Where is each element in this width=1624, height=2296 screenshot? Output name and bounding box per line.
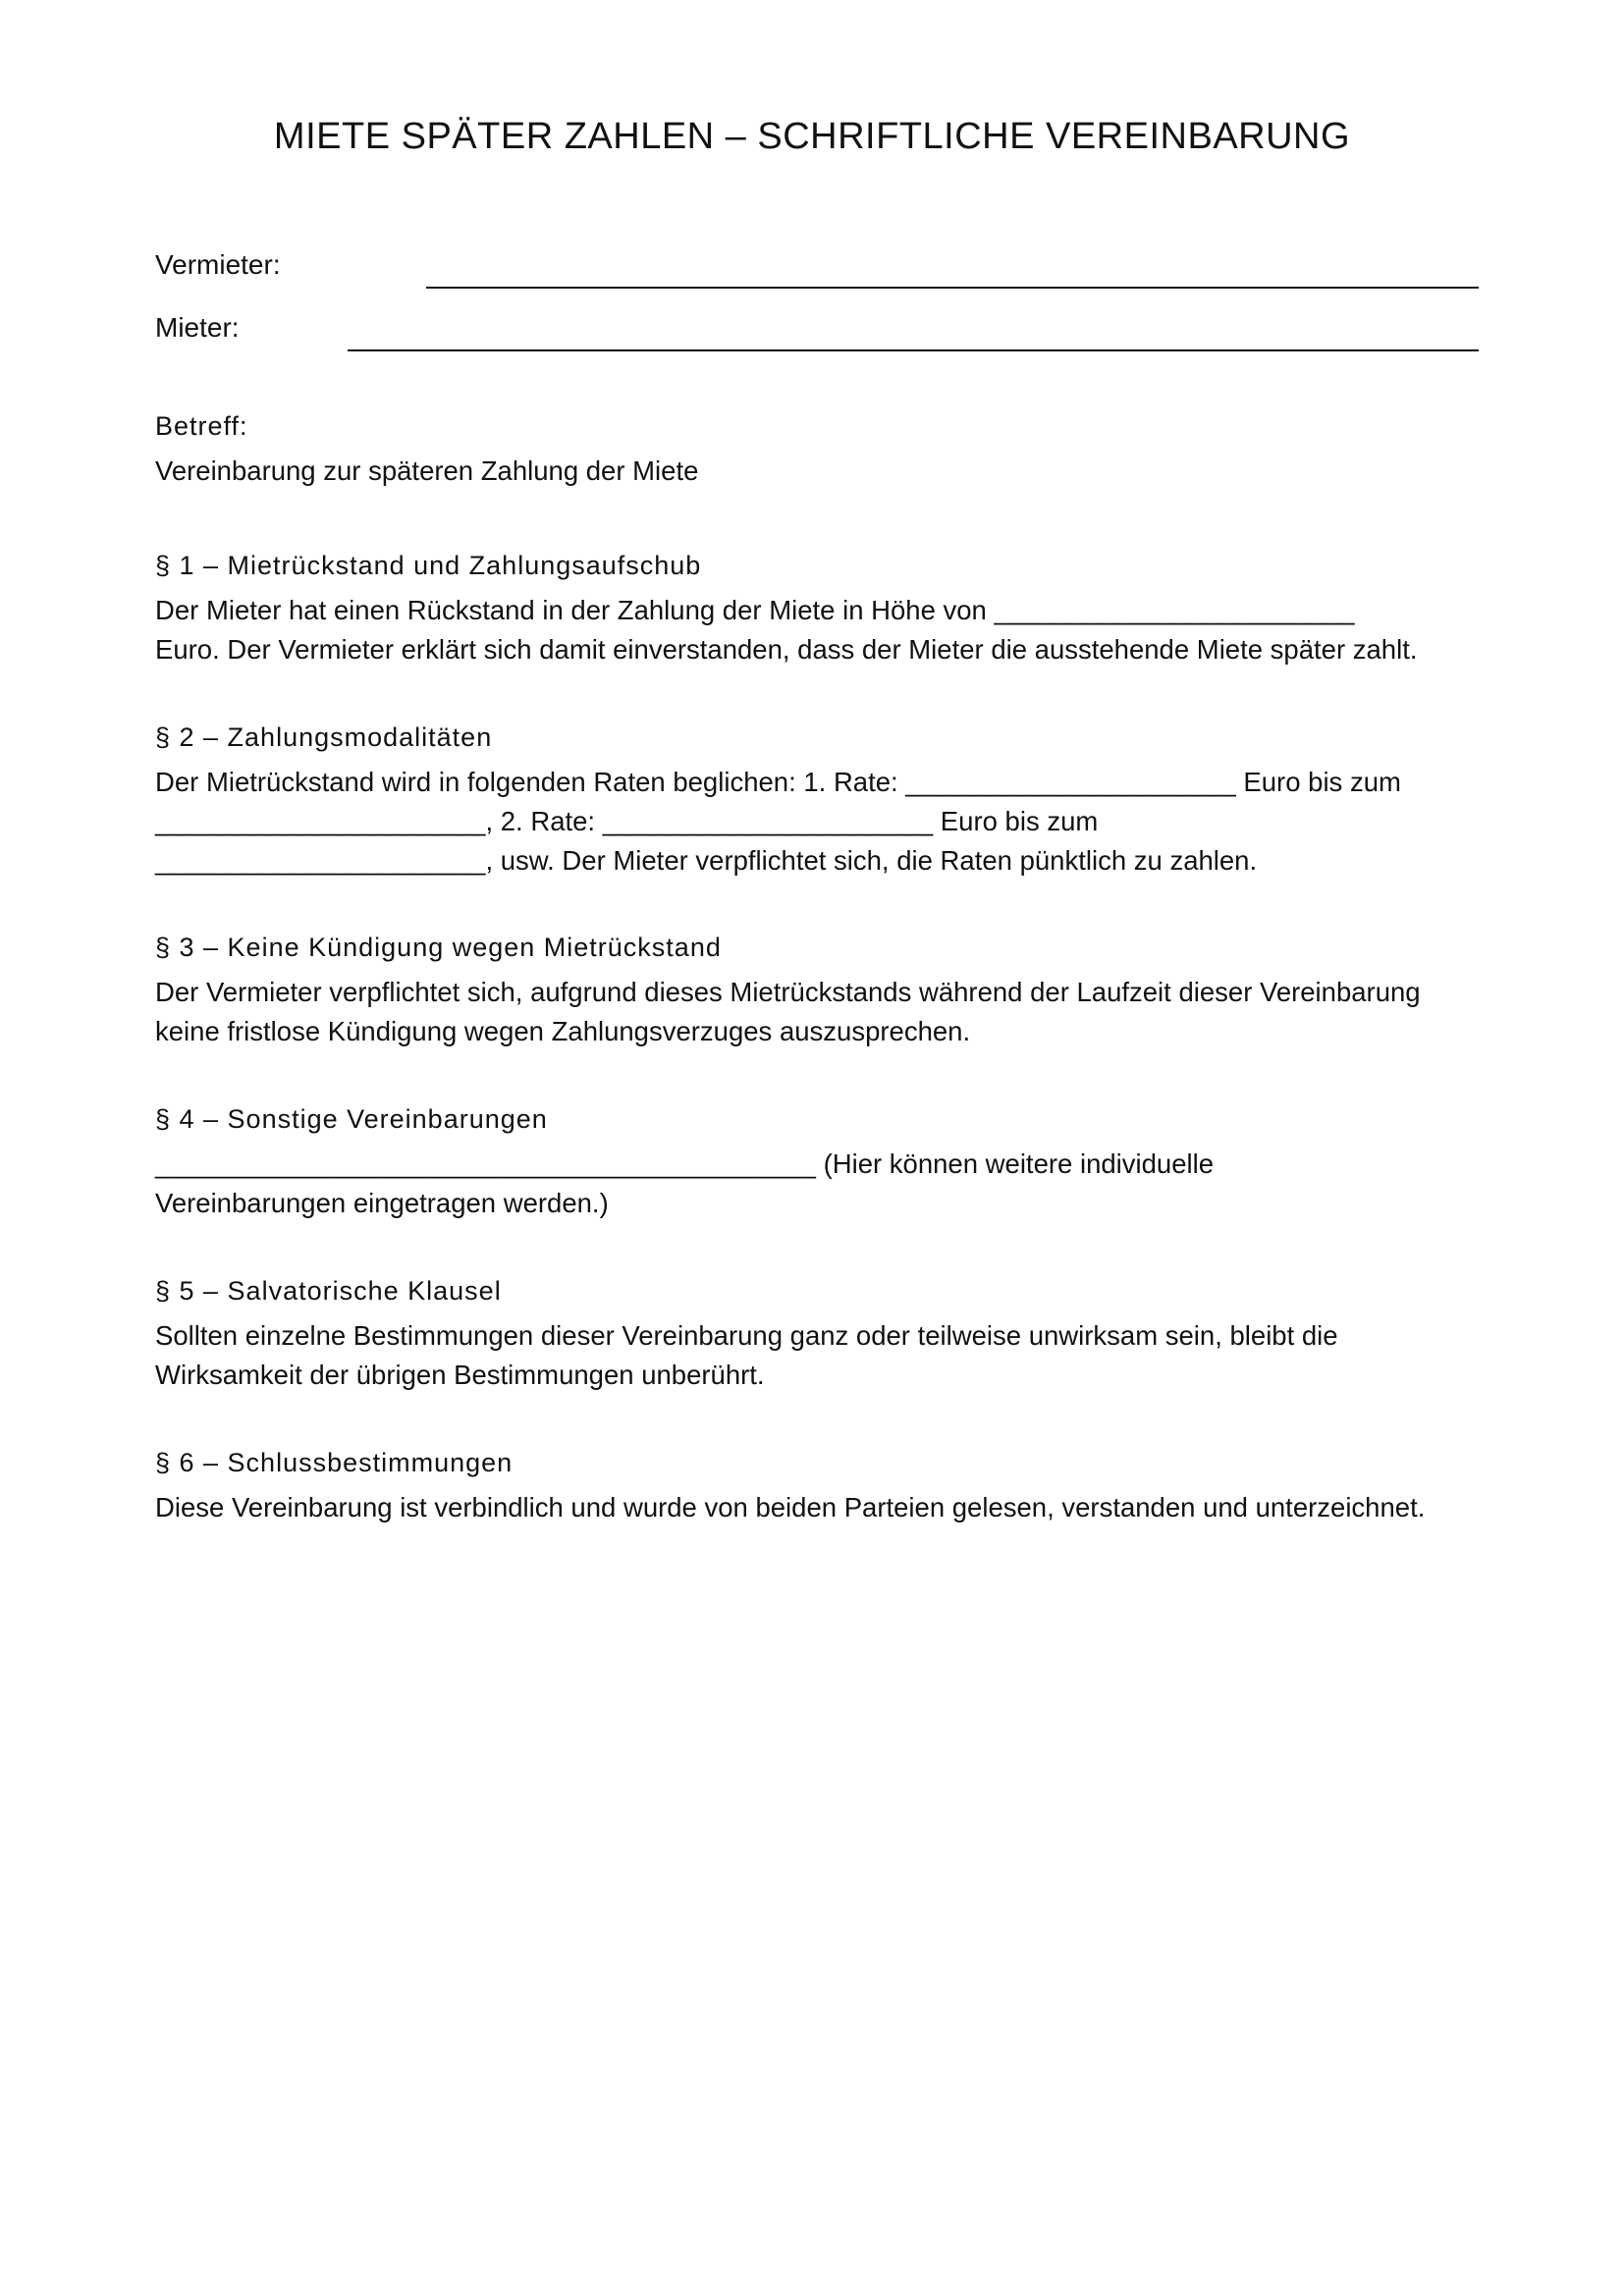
section-4 bbox=[155, 1099, 1490, 1223]
landlord-signature-line[interactable] bbox=[426, 287, 1479, 289]
section-1 bbox=[155, 546, 1490, 669]
tenant-label: Mieter: bbox=[155, 312, 240, 343]
section-heading: § 6 – Schlussbestimmungen bbox=[155, 1448, 514, 1477]
landlord-row bbox=[155, 249, 1479, 289]
section-text: Diese Vereinbarung ist verbindlich und wurde von beiden Parteien gelesen, verstanden und unterzeichnet. bbox=[155, 1492, 1426, 1522]
section-text: Der Vermieter verpflichtet sich, aufgrund dieses Mietrückstands während der Laufzeit dieser Vereinbarung keine fristlose Kündigung wegen Zahlungsverzuges auszusprechen. bbox=[155, 977, 1421, 1046]
section-text: Der Mietrückstand wird in folgenden Raten beglichen: 1. Rate: ______________________ Euro bis zum ______________________, 2. Rate: ______________________ Euro bis zum ______________________, usw. Der Mieter verpflichtet sich, die Raten pünktlich zu zahlen. bbox=[155, 767, 1401, 876]
document-title: MIETE SPÄTER ZAHLEN – SCHRIFTLICHE VEREINBARUNG bbox=[273, 116, 1351, 157]
section-6 bbox=[155, 1443, 1490, 1527]
section-text: Der Mieter hat einen Rückstand in der Zahlung der Miete in Höhe von ________________________ Euro. Der Vermieter erklärt sich damit einverstanden, dass der Mieter die ausstehende Miete später zahlt. bbox=[155, 595, 1418, 665]
section-heading: § 4 – Sonstige Vereinbarungen bbox=[155, 1104, 548, 1134]
tenant-signature-line[interactable] bbox=[348, 349, 1479, 351]
section-heading: § 3 – Keine Kündigung wegen Mietrückstand bbox=[155, 933, 722, 962]
section-text: ____________________________________________ (Hier können weitere individuelle Vereinbarungen eingetragen werden.) bbox=[155, 1148, 1215, 1218]
section-3 bbox=[155, 928, 1490, 1051]
section-5 bbox=[155, 1271, 1490, 1395]
landlord-label: Vermieter: bbox=[155, 249, 281, 280]
tenant-row bbox=[155, 312, 1479, 351]
section-heading: § 5 – Salvatorische Klausel bbox=[155, 1276, 502, 1306]
section-heading: § 1 – Mietrückstand und Zahlungsaufschub bbox=[155, 551, 702, 580]
subject-text: Vereinbarung zur späteren Zahlung der Miete bbox=[155, 455, 699, 486]
section-heading: § 2 – Zahlungsmodalitäten bbox=[155, 722, 493, 752]
subject-label: Betreff: bbox=[155, 411, 248, 441]
section-2 bbox=[155, 718, 1490, 881]
subject-block bbox=[155, 406, 1490, 491]
section-text: Sollten einzelne Bestimmungen dieser Vereinbarung ganz oder teilweise unwirksam sein, bleibt die Wirksamkeit der übrigen Bestimmungen unberührt. bbox=[155, 1320, 1338, 1390]
